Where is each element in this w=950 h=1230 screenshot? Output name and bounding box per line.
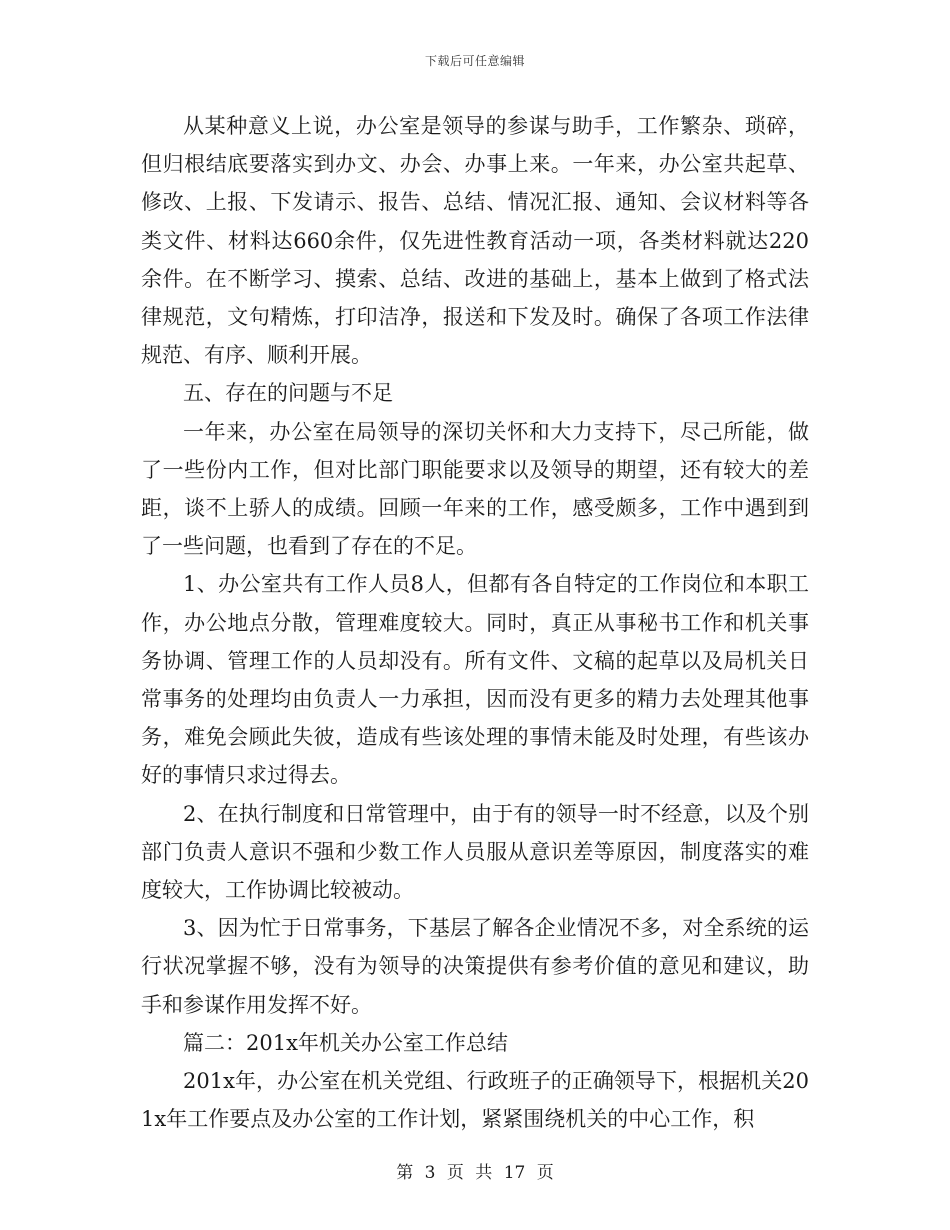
page-number-footer: 第 3 页 共 17 页	[396, 1163, 554, 1183]
document-body	[141, 107, 809, 1138]
paragraph-problem-1: 1、办公室共有工作人员8人，但都有各自特定的工作岗位和本职工作，办公地点分散，管理难度较大。同时，真正从事秘书工作和机关事务协调、管理工作的人员却没有。所有文件、文稿的起草以及局机关日常事务的处理均由负责人一力承担，因而没有更多的精力去处理其他事务，难免会顾此失彼，造成有些该处理的事情未能及时处理，有些该办好的事情只求过得去。	[141, 572, 809, 788]
paragraph-part-two-intro: 201x年，办公室在机关党组、行政班子的正确领导下，根据机关201x年工作要点及办公室的工作计划，紧紧围绕机关的中心工作，积	[141, 1069, 809, 1132]
section-heading-problems: 五、存在的问题与不足	[183, 381, 393, 406]
paragraph-problem-3: 3、因为忙于日常事务，下基层了解各企业情况不多，对全系统的运行状况掌握不够，没有为领导的决策提供有参考价值的意见和建议，助手和参谋作用发挥不好。	[141, 916, 809, 1017]
page-header: 下载后可任意编辑	[424, 54, 525, 68]
paragraph-office-work: 从某种意义上说，办公室是领导的参谋与助手，工作繁杂、琐碎，但归根结底要落实到办文、办会、办事上来。一年来，办公室共起草、修改、上报、下发请示、报告、总结、情况汇报、通知、会议材料等各类文件、材料达660余件，仅先进性教育活动一项，各类材料就达220余件。在不断学习、摸索、总结、改进的基础上，基本上做到了格式法律规范，文句精炼，打印洁净，报送和下发及时。确保了各项工作法律规范、有序、顺利开展。	[141, 114, 809, 368]
paragraph-problem-2: 2、在执行制度和日常管理中，由于有的领导一时不经意，以及个别部门负责人意识不强和少数工作人员服从意识差等原因，制度落实的难度较大，工作协调比较被动。	[141, 801, 809, 903]
chapter-heading-part-two: 篇二：201x年机关办公室工作总结	[183, 1030, 508, 1055]
paragraph-overview: 一年来，办公室在局领导的深切关怀和大力支持下，尽己所能，做了一些份内工作，但对比部门职能要求以及领导的期望，还有较大的差距，谈不上骄人的成绩。回顾一年来的工作，感受颇多，工作中遇到到了一些问题，也看到了存在的不足。	[141, 419, 809, 559]
